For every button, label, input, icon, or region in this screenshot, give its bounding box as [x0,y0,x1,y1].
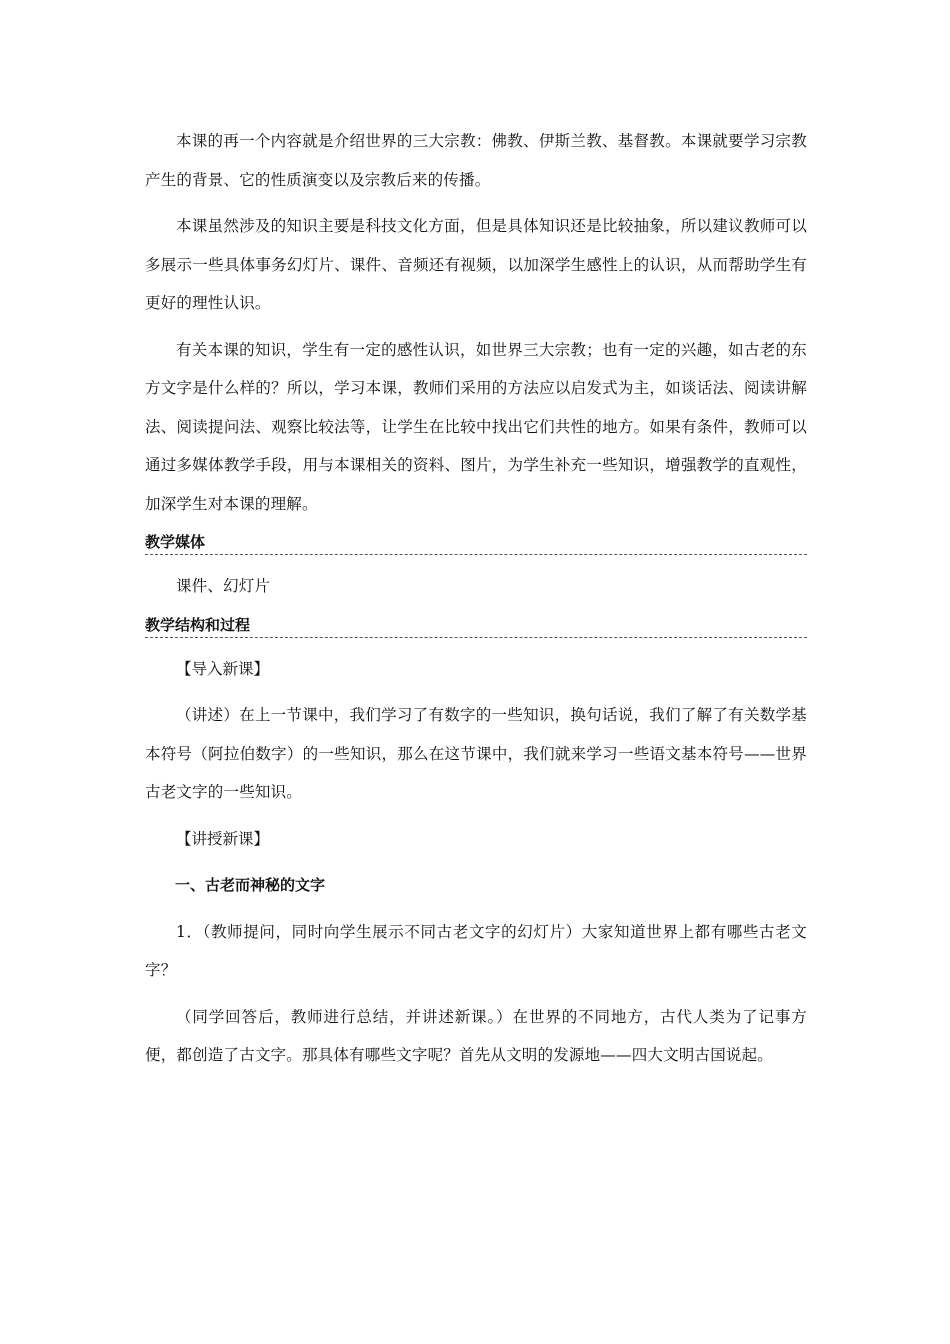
section-heading-media [145,531,807,555]
new-lesson-tag: 【讲授新课】 [176,829,270,848]
intro-paragraph-religions: 本课的再一个内容就是介绍世界的三大宗教：佛教、伊斯兰教、基督教。本课就要学习宗教产生的背景、它的性质演变以及宗教后来的传播。 [145,132,807,189]
section-heading-structure [145,614,807,638]
question-1-answer: （同学回答后，教师进行总结，并讲述新课。）在世界的不同地方，古代人类为了记事方便，都创造了古文字。那具体有哪些文字呢？首先从文明的发源地——四大文明古国说起。 [145,1007,807,1064]
intro-paragraph-teaching-suggestion: 本课虽然涉及的知识主要是科技文化方面，但是具体知识还是比较抽象，所以建议教师可以多展示一些具体事务幻灯片、课件、音频还有视频，以加深学生感性上的认识，从而帮助学生有更好的理性认识。 [145,217,807,312]
section-heading-media-text: 教学媒体 [145,533,206,551]
section1-title: 一、古老而神秘的文字 [175,876,326,894]
intro-paragraph-methods: 有关本课的知识，学生有一定的感性认识，如世界三大宗教；也有一定的兴趣，如古老的东方文字是什么样的？所以，学习本课，教师们采用的方法应以启发式为主，如谈话法、阅读讲解法、阅读提问法、观察比较法等，让学生在比较中找出它们共性的地方。如果有条件，教师可以通过多媒体教学手段，用与本课相关的资料、图片，为学生补充一些知识，增强教学的直观性，加深学生对本课的理解。 [145,340,807,513]
dashed-divider [145,554,807,555]
document-page [145,122,807,1083]
intro-lesson-text: （讲述）在上一节课中，我们学习了有数字的一些知识，换句话说，我们了解了有关数学基本符号（阿拉伯数字）的一些知识，那么在这节课中，我们就来学习一些语文基本符号——世界古老文字的一些知识。 [145,706,807,801]
section-heading-structure-text: 教学结构和过程 [145,615,251,634]
intro-lesson-tag: 【导入新课】 [176,659,270,678]
dashed-divider [145,637,807,638]
question-1: 1．（教师提问，同时向学生展示不同古老文字的幻灯片）大家知道世界上都有哪些古老文字？ [145,922,807,979]
media-content: 课件、幻灯片 [176,577,271,595]
